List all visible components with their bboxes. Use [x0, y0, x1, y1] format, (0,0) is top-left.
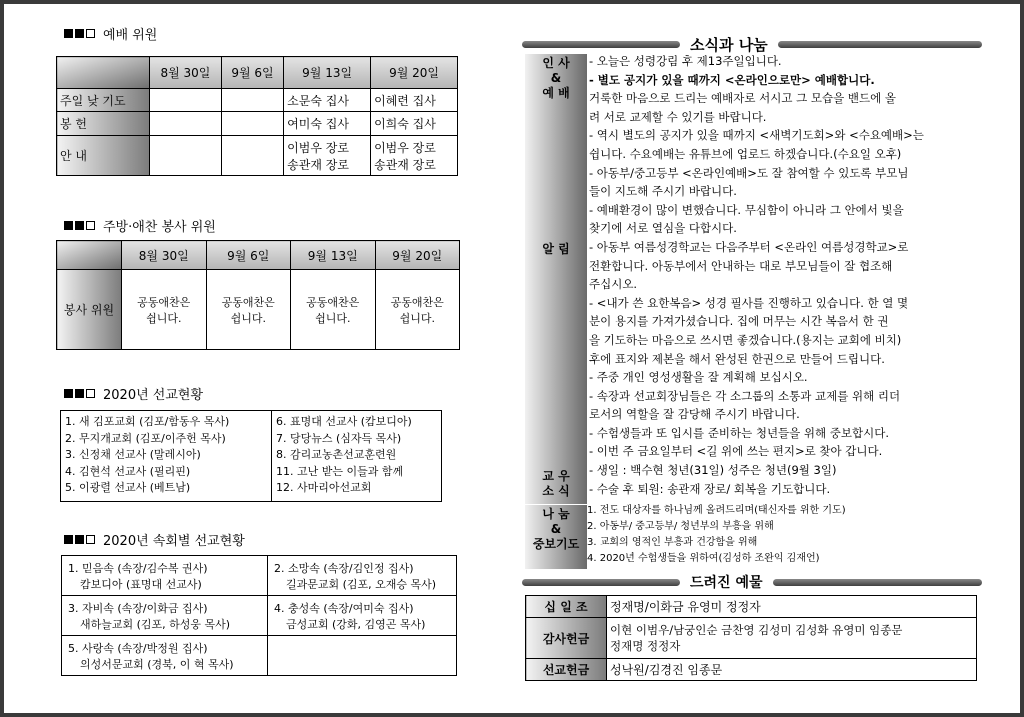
- header-bar: [522, 579, 680, 586]
- bullet-square-outline-icon: [86, 389, 95, 398]
- groups-section-title: 2020년 속회별 선교현황: [64, 530, 245, 549]
- table-cell: 이희숙 집사: [371, 112, 458, 136]
- bullet-square-icon: [64, 221, 73, 230]
- group-cell: 1. 믿음속 (속장/김수복 권사) 캄보디아 (표명대 선교사): [62, 556, 268, 596]
- offerings-table: [525, 595, 977, 681]
- table-corner: [57, 57, 150, 89]
- groups-table: [61, 555, 457, 676]
- news-lines: [589, 52, 981, 498]
- table-cell: 이혜련 집사: [371, 89, 458, 112]
- table-cell: [221, 89, 283, 112]
- date-header: 9월 20일: [371, 57, 458, 89]
- category-sharing-prayer: 나 눔 & 중보기도: [525, 505, 587, 569]
- date-header: 9월 20일: [375, 241, 460, 270]
- bulletin-page: [4, 4, 1020, 713]
- date-header: 9월 6일: [206, 241, 291, 270]
- category-greeting-worship: 인 사 & 예 배: [525, 54, 587, 242]
- missions-section-title: 2020년 선교현황: [64, 384, 203, 403]
- news-line: - 오늘은 성령강림 후 제13주일입니다.: [589, 54, 782, 68]
- category-member-news: 교 우 소 식: [525, 469, 587, 504]
- bullet-square-icon: [64, 29, 73, 38]
- mission-item: 4. 김현석 선교사 (필리핀): [65, 464, 191, 478]
- mission-item: 1. 새 김포교회 (김포/함동우 목사): [65, 415, 230, 428]
- news-line: - 속장과 선교회장님들은 각 소그룹의 소통과 교제를 위해 리더: [589, 388, 901, 403]
- table-corner: [57, 241, 122, 270]
- offerings-title: 드려진 예물: [690, 575, 763, 591]
- row-label: 안 내: [57, 136, 150, 176]
- table-cell: [221, 112, 283, 136]
- news-line: 찾기에 서로 열심을 다합시다.: [589, 221, 737, 236]
- table-cell: 이범우 장로 송관재 장로: [284, 136, 371, 176]
- mission-item: 3. 신정채 선교사 (말레시아): [65, 448, 201, 462]
- table-cell: 공동애찬은 쉽니다.: [291, 270, 376, 350]
- group-cell-empty: [268, 636, 457, 676]
- group-cell: 4. 충성속 (속장/여미숙 집사) 금성교회 (강화, 김영곤 목사): [268, 596, 457, 636]
- news-line: - 이번 주 금요일부터 <길 위에 쓰는 편지>로 찾아 갑니다.: [589, 444, 883, 459]
- table-cell: [221, 136, 283, 176]
- bullet-square-icon: [75, 221, 84, 230]
- table-cell: 이범우 장로 송관재 장로: [371, 136, 458, 176]
- news-line: - 수술 후 퇴원: 송관재 장로/ 회복을 기도합니다.: [589, 481, 831, 496]
- prayer-item: 2. 아동부/ 중고등부/ 청년부의 부흥을 위해: [587, 521, 774, 532]
- bullet-square-icon: [75, 535, 84, 544]
- news-line: 후에 표지와 제본을 해서 완성된 한권으로 만들어 드립니다.: [589, 351, 885, 366]
- header-bar: [522, 41, 680, 48]
- offering-label: 감사헌금: [526, 618, 607, 659]
- mission-item: 12. 사마리아선교회: [276, 481, 372, 495]
- news-line: 거룩한 마음으로 드리는 예배자로 서시고 그 모습을 밴드에 올: [589, 91, 896, 106]
- offering-value: 정재명/이화금 유영미 정정자: [607, 596, 977, 618]
- category-notices: 알 림: [525, 240, 587, 470]
- news-line: - 별도 공지가 있을 때까지 <온라인으로만> 예배합니다.: [589, 72, 875, 87]
- mission-item: 5. 이광렬 선교사 (베트남): [65, 481, 191, 495]
- kitchen-section-title: 주방·애찬 봉사 위원: [64, 216, 216, 235]
- header-bar: [773, 579, 983, 586]
- table-cell: [150, 112, 222, 136]
- row-label: 봉 헌: [57, 112, 150, 136]
- worship-section-title: 예배 위원: [64, 24, 157, 43]
- news-line: 전환합니다. 아동부에서 안내하는 대로 부모님들이 잘 협조해: [589, 258, 893, 273]
- bullet-square-outline-icon: [86, 221, 95, 230]
- mission-item: 7. 당당뉴스 (심자득 목사): [276, 431, 402, 445]
- news-line: - 주중 개인 영성생활을 잘 계획해 보십시오.: [589, 370, 808, 385]
- news-line: - <내가 쓴 요한복음> 성경 필사를 진행하고 있습니다. 한 열 몇: [589, 295, 909, 310]
- prayer-item: 1. 전도 대상자를 하나님께 올려드리며(태신자를 위한 기도): [587, 505, 846, 516]
- date-header: 9월 13일: [284, 57, 371, 89]
- offering-value: 성낙원/김경진 임종문: [607, 659, 977, 681]
- missions-box: [60, 410, 442, 502]
- bullet-square-icon: [75, 29, 84, 38]
- news-line: 을 기도하는 마음으로 쓰시면 좋겠습니다.(용지는 교회에 비치): [589, 332, 902, 347]
- table-cell: 공동애찬은 쉽니다.: [375, 270, 460, 350]
- prayer-item: 4. 2020년 수험생들을 위하여(김성하 조완익 김재언): [587, 553, 820, 564]
- news-line: 분이 용지를 가져가셨습니다. 집에 머무는 시간 복음서 한 권: [589, 314, 889, 329]
- prayer-item: 3. 교회의 영적인 부흥과 건강함을 위해: [587, 537, 758, 548]
- news-line: 로서의 역할을 잘 감당해 주시기 바랍니다.: [589, 407, 800, 422]
- date-header: 9월 6일: [221, 57, 283, 89]
- mission-item: 8. 감리교농촌선교훈련원: [276, 448, 397, 462]
- news-line: 주십시오.: [589, 277, 638, 292]
- prayer-list: [587, 503, 979, 567]
- news-line: 쉽니다. 수요예배는 유튜브에 업로드 하겠습니다.(수요일 오후): [589, 146, 902, 161]
- kitchen-table: [56, 240, 460, 350]
- bullet-square-icon: [64, 389, 73, 398]
- date-header: 8월 30일: [122, 241, 207, 270]
- table-cell: [150, 89, 222, 112]
- offerings-section-header: [522, 572, 982, 592]
- header-bar: [778, 41, 982, 48]
- date-header: 9월 13일: [291, 241, 376, 270]
- news-line: - 수험생들과 또 입시를 준비하는 청년들을 위해 중보합시다.: [589, 425, 890, 440]
- offering-label: 선교헌금: [526, 659, 607, 681]
- offering-value: 이현 이범우/남궁인순 금찬영 김성미 김성화 유영미 임종문 정재명 정정자: [607, 618, 977, 659]
- mission-item: 2. 무지개교회 (김포/이주헌 목사): [65, 431, 226, 445]
- offering-label: 십 일 조: [526, 596, 607, 618]
- news-line: 려 서로 교제할 수 있기를 바랍니다.: [589, 109, 767, 124]
- news-title: 소식과 나눔: [690, 36, 768, 54]
- mission-item: 6. 표명대 선교사 (캄보디아): [276, 415, 412, 428]
- table-cell: [150, 136, 222, 176]
- news-line: - 아동부/중고등부 <온라인예배>도 잘 참여할 수 있도록 부모님: [589, 165, 909, 180]
- bullet-square-outline-icon: [86, 535, 95, 544]
- bullet-square-icon: [75, 389, 84, 398]
- mission-item: 11. 고난 받는 이들과 함께: [276, 464, 404, 478]
- row-label: 주일 낮 기도: [57, 89, 150, 112]
- news-line: - 역시 별도의 공지가 있을 때까지 <새벽기도회>와 <수요예배>는: [589, 128, 924, 143]
- group-cell: 5. 사랑속 (속장/박정원 집사) 의성서문교회 (경북, 이 혁 목사): [62, 636, 268, 676]
- news-line: - 예배환경이 많이 변했습니다. 무심함이 아니라 그 안에서 빛을: [589, 202, 904, 217]
- date-header: 8월 30일: [150, 57, 222, 89]
- news-line: - 아동부 여름성경학교는 다음주부터 <온라인 여름성경학교>로: [589, 239, 909, 254]
- table-cell: 공동애찬은 쉽니다.: [122, 270, 207, 350]
- table-cell: 공동애찬은 쉽니다.: [206, 270, 291, 350]
- bullet-square-icon: [64, 535, 73, 544]
- group-cell: 3. 자비속 (속장/이화금 집사) 새하늘교회 (김포, 하성웅 목사): [62, 596, 268, 636]
- news-line: - 생일 : 백수현 청년(31일) 성주은 청년(9월 3일): [589, 463, 837, 478]
- group-cell: 2. 소망속 (속장/김인정 집사) 길과문교회 (김포, 오재승 목사): [268, 556, 457, 596]
- table-cell: 여미숙 집사: [284, 112, 371, 136]
- bullet-square-outline-icon: [86, 29, 95, 38]
- worship-table: [56, 56, 458, 176]
- row-label: 봉사 위원: [57, 270, 122, 350]
- table-cell: 소문숙 집사: [284, 89, 371, 112]
- news-line: 들이 지도해 주시기 바랍니다.: [589, 184, 737, 199]
